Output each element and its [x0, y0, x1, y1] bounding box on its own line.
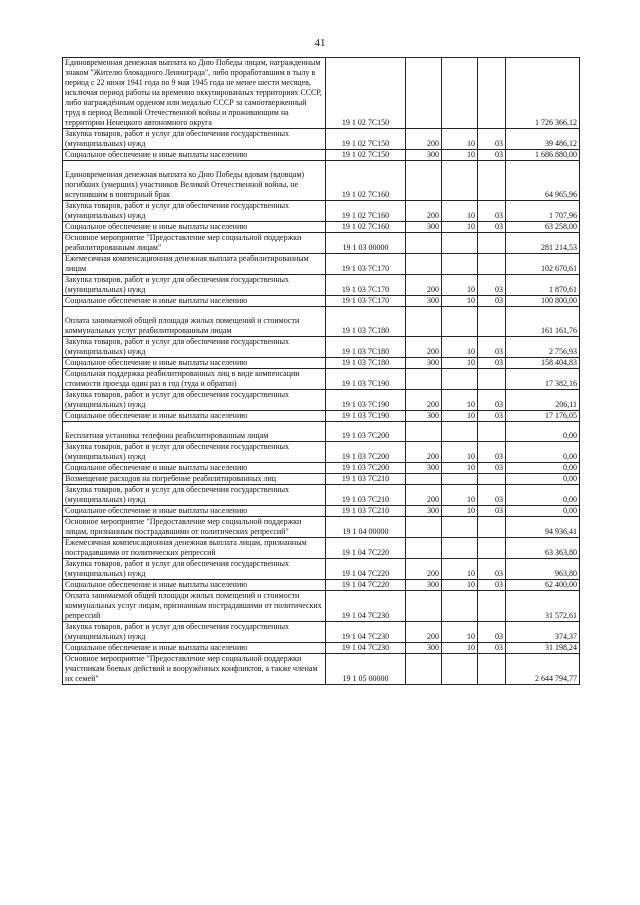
table-row — [63, 233, 580, 254]
expense-type-cell — [406, 161, 442, 201]
table-row — [63, 485, 580, 506]
row-name-cell: Закупка товаров, работ и услуг для обеспечения государственных (муниципальных) нужд — [63, 485, 326, 506]
amount-cell: 94 936,41 — [506, 517, 580, 538]
row-name-cell: Социальное обеспечение и иные выплаты населению — [63, 296, 326, 307]
target-article-cell: 19 1 03 7С170 — [326, 254, 406, 275]
section-cell: 10 — [442, 275, 478, 296]
subsection-cell: 03 — [478, 559, 506, 580]
subsection-cell — [478, 654, 506, 685]
section-cell: 10 — [442, 390, 478, 411]
expense-type-cell — [406, 58, 442, 129]
expense-type-cell: 200 — [406, 201, 442, 222]
amount-cell: 1 707,96 — [506, 201, 580, 222]
section-cell: 10 — [442, 150, 478, 161]
amount-cell: 963,80 — [506, 559, 580, 580]
section-cell — [442, 307, 478, 337]
amount-cell: 64 965,96 — [506, 161, 580, 201]
subsection-cell: 03 — [478, 222, 506, 233]
section-cell: 10 — [442, 337, 478, 358]
table-row — [63, 58, 580, 129]
section-cell: 10 — [442, 358, 478, 369]
row-name-cell: Социальное обеспечение и иные выплаты населению — [63, 580, 326, 591]
table-row — [63, 369, 580, 390]
subsection-cell: 03 — [478, 485, 506, 506]
budget-table — [62, 57, 580, 685]
expense-type-cell — [406, 422, 442, 442]
subsection-cell — [478, 422, 506, 442]
section-cell: 10 — [442, 222, 478, 233]
row-name-cell: Социальное обеспечение и иные выплаты населению — [63, 222, 326, 233]
target-article-cell: 19 1 03 7С170 — [326, 275, 406, 296]
subsection-cell — [478, 233, 506, 254]
row-name-cell: Основное мероприятие "Предоставление мер социальной поддержки участникам боевых действий и вооружённых конфликтов, а также членам их семей" — [63, 654, 326, 685]
table-row — [63, 337, 580, 358]
target-article-cell: 19 1 04 7С220 — [326, 559, 406, 580]
subsection-cell: 03 — [478, 622, 506, 643]
target-article-cell: 19 1 02 7С150 — [326, 129, 406, 150]
target-article-cell: 19 1 02 7С150 — [326, 150, 406, 161]
expense-type-cell: 200 — [406, 275, 442, 296]
amount-cell: 100 800,00 — [506, 296, 580, 307]
amount-cell: 1 686 880,00 — [506, 150, 580, 161]
expense-type-cell — [406, 369, 442, 390]
page-number: 41 — [314, 37, 326, 49]
amount-cell: 281 214,53 — [506, 233, 580, 254]
expense-type-cell — [406, 474, 442, 485]
section-cell — [442, 591, 478, 622]
amount-cell: 0,00 — [506, 474, 580, 485]
target-article-cell: 19 1 04 7С230 — [326, 622, 406, 643]
amount-cell: 0,00 — [506, 422, 580, 442]
section-cell — [442, 369, 478, 390]
table-row — [63, 591, 580, 622]
subsection-cell: 03 — [478, 580, 506, 591]
expense-type-cell: 200 — [406, 390, 442, 411]
expense-type-cell: 200 — [406, 559, 442, 580]
expense-type-cell: 300 — [406, 506, 442, 517]
amount-cell: 0,00 — [506, 442, 580, 463]
table-row — [63, 643, 580, 654]
target-article-cell: 19 1 04 7С230 — [326, 591, 406, 622]
table-row — [63, 222, 580, 233]
expense-type-cell: 200 — [406, 622, 442, 643]
table-row — [63, 538, 580, 559]
target-article-cell: 19 1 02 7С150 — [326, 58, 406, 129]
target-article-cell: 19 1 03 7С200 — [326, 463, 406, 474]
subsection-cell: 03 — [478, 150, 506, 161]
target-article-cell: 19 1 03 7С190 — [326, 369, 406, 390]
section-cell — [442, 58, 478, 129]
budget-table-body — [63, 58, 580, 685]
target-article-cell: 19 1 03 7С210 — [326, 474, 406, 485]
table-row — [63, 161, 580, 201]
table-row — [63, 150, 580, 161]
target-article-cell: 19 1 04 00000 — [326, 517, 406, 538]
expense-type-cell — [406, 538, 442, 559]
row-name-cell: Закупка товаров, работ и услуг для обеспечения государственных (муниципальных) нужд — [63, 442, 326, 463]
section-cell: 10 — [442, 643, 478, 654]
section-cell: 10 — [442, 559, 478, 580]
table-row — [63, 296, 580, 307]
amount-cell: 63 258,00 — [506, 222, 580, 233]
target-article-cell: 19 1 05 00000 — [326, 654, 406, 685]
target-article-cell: 19 1 02 7С160 — [326, 201, 406, 222]
amount-cell: 0,00 — [506, 506, 580, 517]
amount-cell: 374,37 — [506, 622, 580, 643]
row-name-cell: Единовременная денежная выплата ко Дню Победы вдовам (вдовцам) погибших (умерших) участников Великой Отечественной войны, не вступившим в повторный брак — [63, 161, 326, 201]
subsection-cell — [478, 369, 506, 390]
amount-cell: 102 670,61 — [506, 254, 580, 275]
expense-type-cell: 200 — [406, 337, 442, 358]
expense-type-cell — [406, 591, 442, 622]
target-article-cell: 19 1 04 7С230 — [326, 643, 406, 654]
expense-type-cell: 300 — [406, 463, 442, 474]
row-name-cell: Закупка товаров, работ и услуг для обеспечения государственных (муниципальных) нужд — [63, 275, 326, 296]
subsection-cell: 03 — [478, 275, 506, 296]
section-cell: 10 — [442, 463, 478, 474]
amount-cell: 0,00 — [506, 485, 580, 506]
subsection-cell: 03 — [478, 390, 506, 411]
expense-type-cell — [406, 654, 442, 685]
subsection-cell — [478, 517, 506, 538]
expense-type-cell — [406, 517, 442, 538]
row-name-cell: Ежемесячная компенсационная денежная выплата реабилитированным лицам — [63, 254, 326, 275]
target-article-cell: 19 1 03 00000 — [326, 233, 406, 254]
section-cell: 10 — [442, 580, 478, 591]
subsection-cell: 03 — [478, 411, 506, 422]
subsection-cell — [478, 538, 506, 559]
target-article-cell: 19 1 03 7С190 — [326, 390, 406, 411]
target-article-cell: 19 1 03 7С190 — [326, 411, 406, 422]
row-name-cell: Социальное обеспечение и иные выплаты населению — [63, 150, 326, 161]
row-name-cell: Оплата занимаемой общей площади жилых помещений и стоимости коммунальных услуг лицам, признанным пострадавшими от политических репрессий — [63, 591, 326, 622]
row-name-cell: Социальная поддержка реабилитированных лиц в виде компенсации стоимости проезда один раз в год (туда и обратно) — [63, 369, 326, 390]
section-cell: 10 — [442, 201, 478, 222]
section-cell — [442, 422, 478, 442]
row-name-cell: Ежемесячная компенсационная денежная выплата лицам, признанным пострадавшими от политических репрессий — [63, 538, 326, 559]
expense-type-cell: 200 — [406, 442, 442, 463]
amount-cell: 158 404,83 — [506, 358, 580, 369]
row-name-cell: Закупка товаров, работ и услуг для обеспечения государственных (муниципальных) нужд — [63, 559, 326, 580]
subsection-cell: 03 — [478, 337, 506, 358]
amount-cell: 2 644 794,77 — [506, 654, 580, 685]
expense-type-cell: 300 — [406, 411, 442, 422]
section-cell — [442, 538, 478, 559]
expense-type-cell: 300 — [406, 222, 442, 233]
subsection-cell: 03 — [478, 643, 506, 654]
subsection-cell — [478, 474, 506, 485]
amount-cell: 1 870,61 — [506, 275, 580, 296]
row-name-cell: Единовременная денежная выплата ко Дню Победы лицам, награжденным знаком "Жителю блокадного Ленинграда", либо проработавшим в тылу в период с 22 июня 1941 года по 9 мая 1945 года не менее шести месяцев, исключая период работы на временно оккупированных территориях СССР, либо награждённым орденом или медалью СССР за самоотверженный труд в период Великой Отечественной войны и проживающим на территории Ненецкого автономного округа — [63, 58, 326, 129]
amount-cell: 17 382,16 — [506, 369, 580, 390]
subsection-cell: 03 — [478, 296, 506, 307]
table-row — [63, 390, 580, 411]
section-cell: 10 — [442, 506, 478, 517]
section-cell — [442, 517, 478, 538]
table-row — [63, 201, 580, 222]
subsection-cell — [478, 307, 506, 337]
section-cell — [442, 254, 478, 275]
amount-cell: 31 198,24 — [506, 643, 580, 654]
row-name-cell: Закупка товаров, работ и услуг для обеспечения государственных (муниципальных) нужд — [63, 622, 326, 643]
section-cell: 10 — [442, 485, 478, 506]
target-article-cell: 19 1 03 7С200 — [326, 422, 406, 442]
row-name-cell: Социальное обеспечение и иные выплаты населению — [63, 643, 326, 654]
section-cell: 10 — [442, 129, 478, 150]
row-name-cell: Социальное обеспечение и иные выплаты населению — [63, 506, 326, 517]
expense-type-cell — [406, 254, 442, 275]
expense-type-cell — [406, 307, 442, 337]
target-article-cell: 19 1 03 7С200 — [326, 442, 406, 463]
table-row — [63, 307, 580, 337]
row-name-cell: Закупка товаров, работ и услуг для обеспечения государственных (муниципальных) нужд — [63, 390, 326, 411]
row-name-cell: Социальное обеспечение и иные выплаты населению — [63, 358, 326, 369]
amount-cell: 0,00 — [506, 463, 580, 474]
subsection-cell: 03 — [478, 129, 506, 150]
table-row — [63, 254, 580, 275]
row-name-cell: Основное мероприятие "Предоставление мер социальной поддержки реабилитированным лицам" — [63, 233, 326, 254]
section-cell — [442, 654, 478, 685]
table-row — [63, 506, 580, 517]
row-name-cell: Социальное обеспечение и иные выплаты населению — [63, 411, 326, 422]
expense-type-cell: 300 — [406, 580, 442, 591]
row-name-cell: Закупка товаров, работ и услуг для обеспечения государственных (муниципальных) нужд — [63, 129, 326, 150]
table-row — [63, 129, 580, 150]
table-row — [63, 275, 580, 296]
table-row — [63, 358, 580, 369]
expense-type-cell: 300 — [406, 643, 442, 654]
section-cell: 10 — [442, 296, 478, 307]
target-article-cell: 19 1 02 7С160 — [326, 222, 406, 233]
section-cell: 10 — [442, 622, 478, 643]
target-article-cell: 19 1 03 7С170 — [326, 296, 406, 307]
amount-cell: 1 726 366,12 — [506, 58, 580, 129]
section-cell — [442, 474, 478, 485]
target-article-cell: 19 1 03 7С210 — [326, 485, 406, 506]
row-name-cell: Закупка товаров, работ и услуг для обеспечения государственных (муниципальных) нужд — [63, 337, 326, 358]
target-article-cell: 19 1 04 7С220 — [326, 538, 406, 559]
subsection-cell — [478, 591, 506, 622]
target-article-cell: 19 1 03 7С180 — [326, 358, 406, 369]
expense-type-cell: 300 — [406, 150, 442, 161]
subsection-cell: 03 — [478, 358, 506, 369]
table-row — [63, 654, 580, 685]
table-row — [63, 622, 580, 643]
amount-cell: 39 486,12 — [506, 129, 580, 150]
table-row — [63, 580, 580, 591]
table-row — [63, 517, 580, 538]
section-cell — [442, 233, 478, 254]
expense-type-cell — [406, 233, 442, 254]
target-article-cell: 19 1 04 7С220 — [326, 580, 406, 591]
table-row — [63, 422, 580, 442]
section-cell: 10 — [442, 411, 478, 422]
row-name-cell: Бесплатная установка телефона реабилитированным лицам — [63, 422, 326, 442]
subsection-cell: 03 — [478, 442, 506, 463]
subsection-cell — [478, 58, 506, 129]
section-cell — [442, 161, 478, 201]
table-row — [63, 442, 580, 463]
amount-cell: 206,11 — [506, 390, 580, 411]
section-cell: 10 — [442, 442, 478, 463]
amount-cell: 161 161,76 — [506, 307, 580, 337]
target-article-cell: 19 1 02 7С160 — [326, 161, 406, 201]
table-row — [63, 411, 580, 422]
row-name-cell: Оплата занимаемой общей площади жилых помещений и стоимости коммунальных услуг реабилитированным лицам — [63, 307, 326, 337]
row-name-cell: Основное мероприятие "Предоставление мер социальной поддержки лицам, признанным пострадавшими от политических репрессий" — [63, 517, 326, 538]
row-name-cell: Социальное обеспечение и иные выплаты населению — [63, 463, 326, 474]
expense-type-cell: 300 — [406, 358, 442, 369]
table-row — [63, 559, 580, 580]
target-article-cell: 19 1 03 7С210 — [326, 506, 406, 517]
expense-type-cell: 300 — [406, 296, 442, 307]
table-row — [63, 474, 580, 485]
amount-cell: 63 363,80 — [506, 538, 580, 559]
row-name-cell: Возмещение расходов на погребение реабилитированных лиц — [63, 474, 326, 485]
amount-cell: 2 756,93 — [506, 337, 580, 358]
amount-cell: 62 400,00 — [506, 580, 580, 591]
amount-cell: 31 572,61 — [506, 591, 580, 622]
subsection-cell — [478, 161, 506, 201]
subsection-cell: 03 — [478, 506, 506, 517]
subsection-cell — [478, 254, 506, 275]
expense-type-cell: 200 — [406, 129, 442, 150]
row-name-cell: Закупка товаров, работ и услуг для обеспечения государственных (муниципальных) нужд — [63, 201, 326, 222]
target-article-cell: 19 1 03 7С180 — [326, 307, 406, 337]
expense-type-cell: 200 — [406, 485, 442, 506]
subsection-cell: 03 — [478, 201, 506, 222]
subsection-cell: 03 — [478, 463, 506, 474]
amount-cell: 17 176,05 — [506, 411, 580, 422]
table-row — [63, 463, 580, 474]
target-article-cell: 19 1 03 7С180 — [326, 337, 406, 358]
